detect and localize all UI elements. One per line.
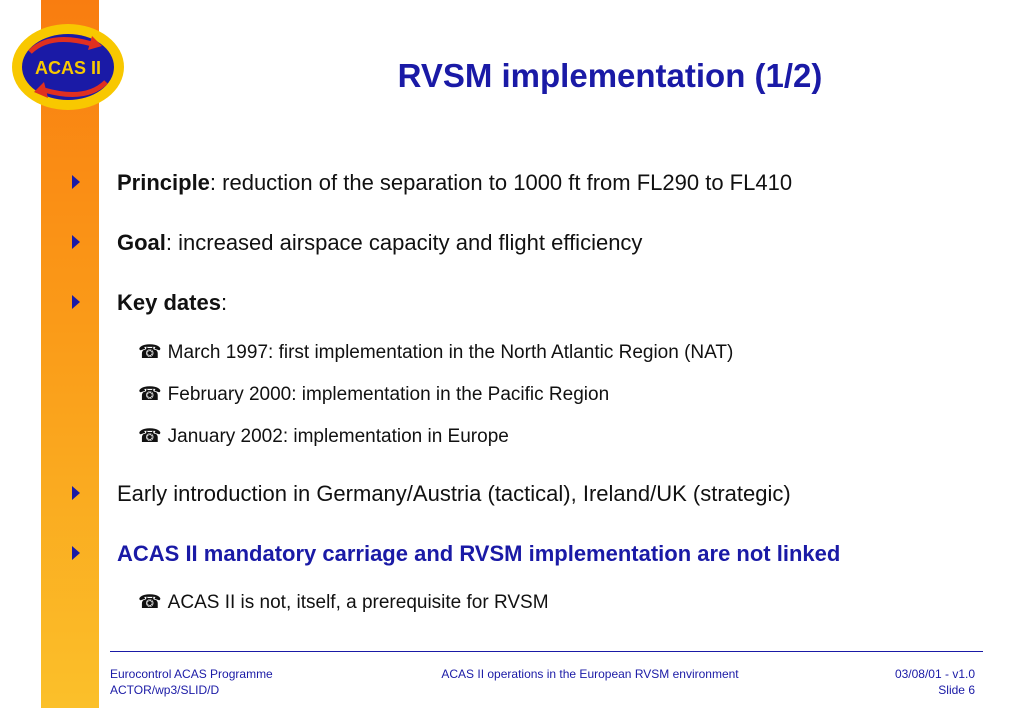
footer-reference: ACTOR/wp3/SLID/D xyxy=(110,683,220,697)
footer-center xyxy=(400,666,780,682)
telephone-icon: ☎ xyxy=(138,592,162,613)
bullet-text: : xyxy=(220,290,228,315)
key-date-item xyxy=(138,425,509,448)
logo-text: ACAS II xyxy=(34,58,102,78)
key-date-text: March 1997: first implementation in the North Atlantic Region (NAT) xyxy=(167,341,734,363)
footer-right xyxy=(895,666,975,698)
bullet-text: : reduction of the separation to 1000 ft from FL290 to FL410 xyxy=(209,170,793,195)
footer-presentation-title: ACAS II operations in the European RVSM environment xyxy=(441,667,739,681)
bullet-label: Goal xyxy=(117,230,166,255)
bullet-text: ACAS II mandatory carriage and RVSM implementation are not linked xyxy=(117,541,841,566)
key-date-item xyxy=(138,341,733,364)
triangle-right-icon xyxy=(72,546,80,560)
bullet-early-introduction xyxy=(72,481,791,507)
footer-date-version: 03/08/01 - v1.0 xyxy=(894,667,975,681)
telephone-icon: ☎ xyxy=(138,342,162,363)
footer-slide-number: Slide 6 xyxy=(938,683,975,697)
bullet-text: Early introduction in Germany/Austria (tactical), Ireland/UK (strategic) xyxy=(117,481,791,506)
telephone-icon: ☎ xyxy=(138,426,162,447)
key-date-text: February 2000: implementation in the Pacific Region xyxy=(167,383,610,405)
key-date-text: January 2002: implementation in Europe xyxy=(167,425,509,447)
triangle-right-icon xyxy=(72,175,80,189)
triangle-right-icon xyxy=(72,295,80,309)
sub-note-text: ACAS II is not, itself, a prerequisite for RVSM xyxy=(167,591,549,613)
footer-left xyxy=(110,666,273,698)
triangle-right-icon xyxy=(72,235,80,249)
bullet-principle xyxy=(72,170,792,196)
footer-divider xyxy=(110,651,983,652)
bullet-not-linked xyxy=(72,541,840,567)
bullet-text: : increased airspace capacity and flight efficiency xyxy=(165,230,643,255)
sub-note-item xyxy=(138,591,549,614)
footer-programme: Eurocontrol ACAS Programme xyxy=(110,667,273,681)
acas-ii-logo xyxy=(10,22,126,112)
bullet-label: Principle xyxy=(117,170,210,195)
key-date-item xyxy=(138,383,609,406)
slide-title: RVSM implementation (1/2) xyxy=(397,57,823,94)
telephone-icon: ☎ xyxy=(138,384,162,405)
bullet-label: Key dates xyxy=(117,290,221,315)
bullet-key-dates xyxy=(72,290,227,316)
triangle-right-icon xyxy=(72,486,80,500)
bullet-goal xyxy=(72,230,642,256)
